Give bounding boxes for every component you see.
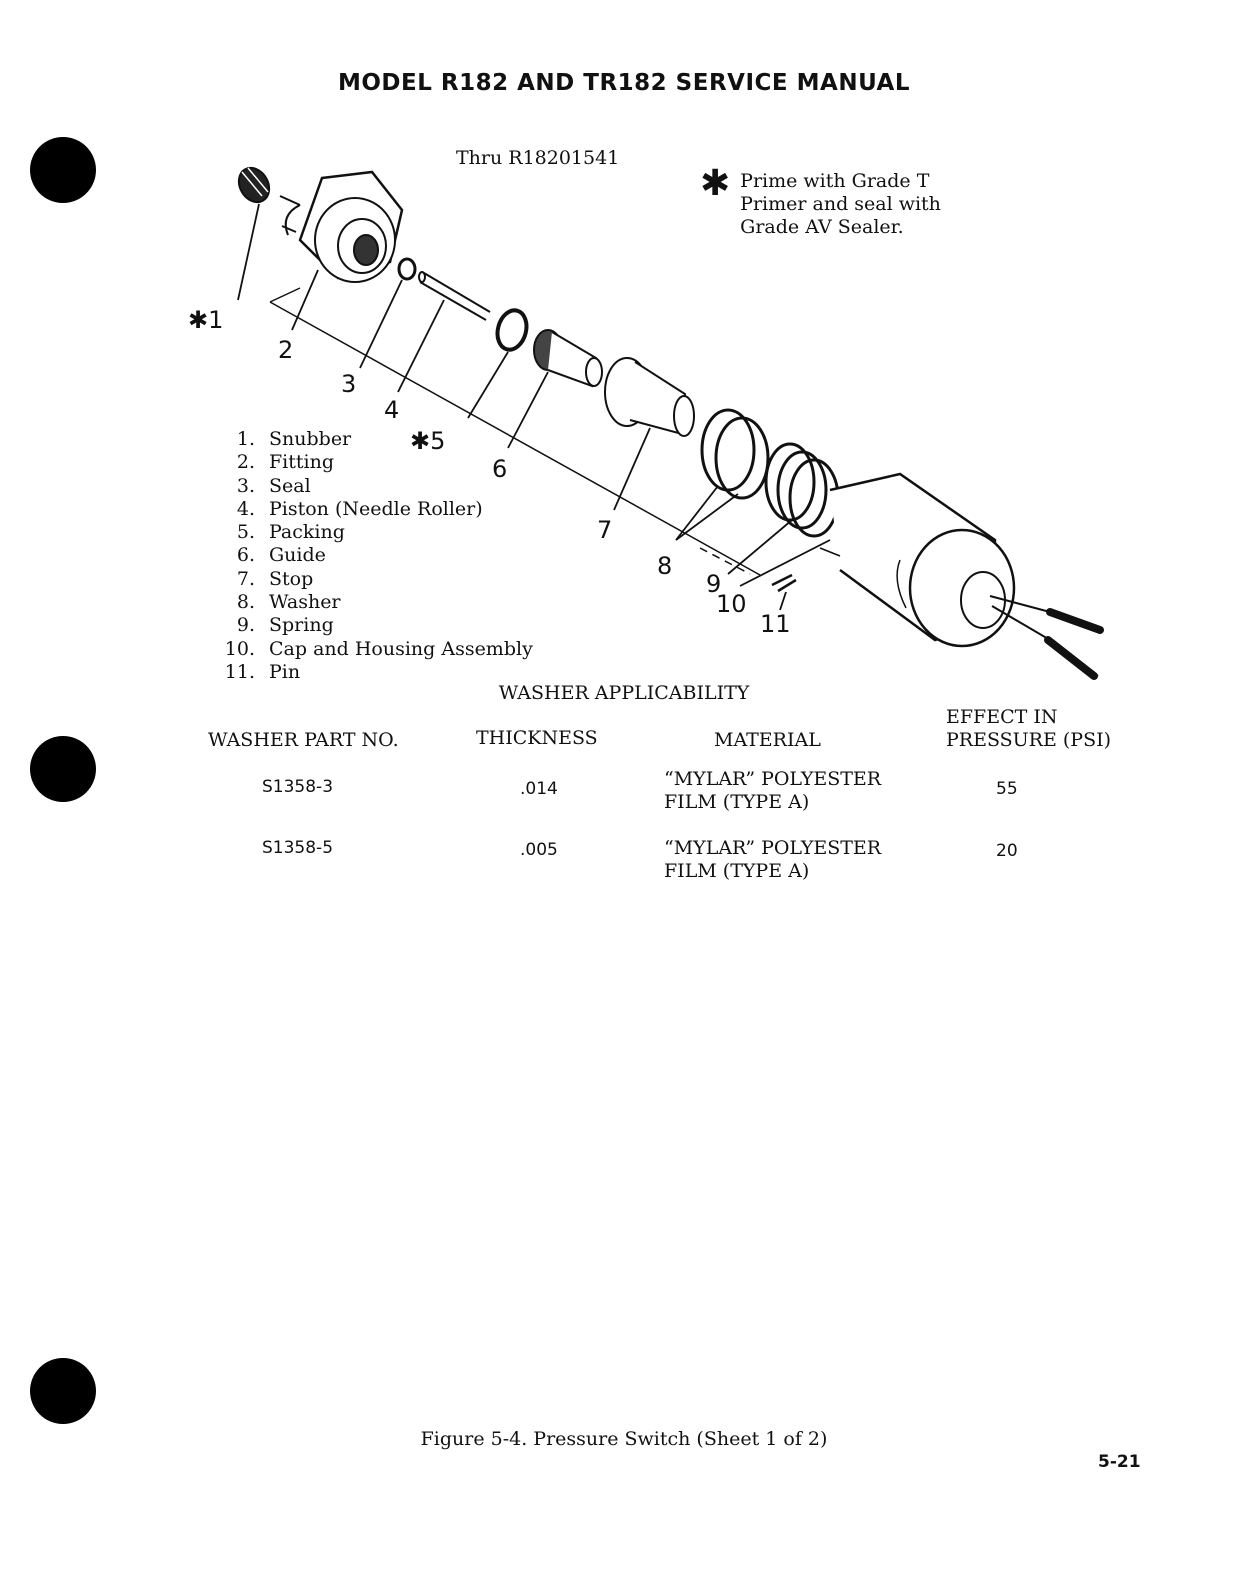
callout-9: 9 xyxy=(706,570,722,598)
row2-part-no: S1358-5 xyxy=(262,838,334,858)
callout-6: 6 xyxy=(492,455,508,483)
callout-1: ✱1 xyxy=(188,306,224,334)
callout-11: 11 xyxy=(760,610,791,638)
legend-item: 8. Washer xyxy=(236,591,341,614)
parts-legend xyxy=(215,428,533,684)
row1-part-no: S1358-3 xyxy=(262,777,334,797)
callout-3: 3 xyxy=(341,370,357,398)
cap-and-housing-part xyxy=(830,474,1014,646)
note-line: Grade AV Sealer. xyxy=(740,216,904,238)
page-number: 5-21 xyxy=(1098,1452,1141,1472)
legend-item: 10. Cap and Housing Assembly xyxy=(224,637,533,660)
legend-item: 1. Snubber xyxy=(236,428,352,450)
callout-5: ✱5 xyxy=(410,427,446,455)
note-line: Prime with Grade T xyxy=(740,170,930,192)
stop-part xyxy=(605,358,694,436)
binder-hole-bottom xyxy=(30,1358,96,1424)
legend-item: 11. Pin xyxy=(224,660,301,683)
asterisk-icon: ✱ xyxy=(700,163,731,204)
header-thickness: THICKNESS xyxy=(476,727,598,749)
callout-8: 8 xyxy=(657,552,673,580)
header-material: MATERIAL xyxy=(714,729,821,751)
legend-item: 7. Stop xyxy=(236,567,314,590)
snubber-part xyxy=(233,162,275,207)
piston-part xyxy=(419,272,490,320)
row1-material: “MYLAR” POLYESTER FILM (TYPE A) xyxy=(664,768,882,813)
washer-part-2 xyxy=(716,418,768,498)
header-effect: EFFECT IN PRESSURE (PSI) xyxy=(946,706,1112,751)
table-title: WASHER APPLICABILITY xyxy=(498,682,750,704)
binder-hole-middle xyxy=(30,736,96,802)
sealant-note xyxy=(700,163,941,239)
row2-material: “MYLAR” POLYESTER FILM (TYPE A) xyxy=(664,837,882,882)
pressure-switch-exploded-view xyxy=(0,0,1248,700)
pin-part xyxy=(772,575,796,591)
note-line: Primer and seal with xyxy=(740,193,941,215)
fitting-part xyxy=(280,172,402,282)
callout-4: 4 xyxy=(384,396,400,424)
figure-caption: Figure 5-4. Pressure Switch (Sheet 1 of 2) xyxy=(420,1428,828,1450)
row1-effect: 55 xyxy=(996,779,1018,799)
row1-thickness: .014 xyxy=(520,779,558,799)
callout-10: 10 xyxy=(716,590,747,618)
legend-item: 3. Seal xyxy=(236,474,311,497)
seal-part xyxy=(399,259,415,279)
washer-part-1 xyxy=(702,410,754,490)
legend-item: 6. Guide xyxy=(236,544,326,567)
header-part-no: WASHER PART NO. xyxy=(208,729,399,751)
row2-effect: 20 xyxy=(996,841,1018,861)
legend-item: 2. Fitting xyxy=(236,451,335,474)
legend-item: 4. Piston (Needle Roller) xyxy=(236,497,483,520)
callout-7: 7 xyxy=(597,516,613,544)
legend-item: 9. Spring xyxy=(236,614,334,637)
legend-item: 5. Packing xyxy=(236,521,345,544)
spring-part xyxy=(766,444,838,536)
row2-thickness: .005 xyxy=(520,840,558,860)
page-header: MODEL R182 AND TR182 SERVICE MANUAL xyxy=(337,70,910,96)
callout-2: 2 xyxy=(278,336,294,364)
serial-note: Thru R18201541 xyxy=(456,147,620,169)
packing-part xyxy=(493,307,530,353)
